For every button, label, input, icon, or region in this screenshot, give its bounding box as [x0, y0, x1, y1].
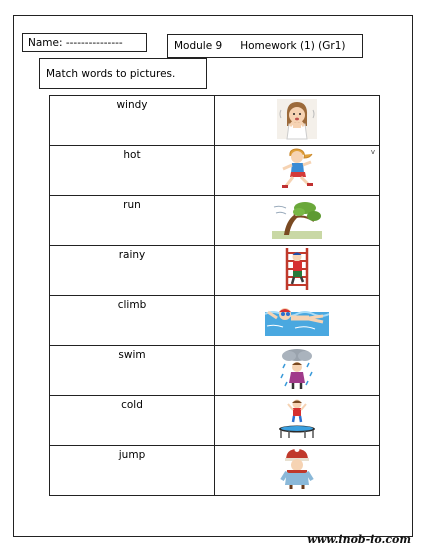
word-cold: cold: [121, 399, 143, 411]
bent-tree-wind-icon: [272, 199, 322, 243]
table-row: [50, 96, 380, 146]
word-rainy: rainy: [118, 249, 146, 261]
boy-climbing-ladder-icon: [282, 247, 312, 295]
picture-cell[interactable]: [215, 96, 380, 146]
picture-cell[interactable]: [215, 246, 380, 296]
table-row: [50, 346, 380, 396]
table-row: [50, 446, 380, 496]
boy-swimming-icon: [265, 302, 329, 340]
site-watermark: www.inob-io.com: [307, 533, 411, 546]
table-row: [50, 246, 380, 296]
word-hot: hot: [123, 149, 141, 161]
name-field[interactable]: [22, 33, 147, 52]
running-girl-icon: [277, 148, 317, 194]
word-climb: climb: [117, 299, 147, 311]
module-header: [167, 34, 363, 58]
matching-table: [49, 95, 380, 496]
word-cell: [50, 296, 215, 346]
word-cell: [50, 246, 215, 296]
worried-girl-icon: [276, 98, 318, 144]
girl-trampoline-icon: [275, 398, 319, 444]
word-cell: [50, 196, 215, 246]
picture-cell[interactable]: [215, 196, 380, 246]
instruction-text: Match words to pictures.: [46, 67, 176, 80]
word-swim: swim: [118, 349, 146, 361]
word-cell: [50, 96, 215, 146]
homework-label: Homework (1) (Gr1): [240, 40, 346, 52]
girl-rain-cloud-icon: [277, 348, 317, 394]
word-jump: jump: [118, 449, 146, 461]
word-cell: [50, 346, 215, 396]
picture-cell[interactable]: [215, 146, 380, 196]
picture-cell[interactable]: [215, 346, 380, 396]
table-row: [50, 296, 380, 346]
picture-cell[interactable]: [215, 296, 380, 346]
name-label: Name: ---------------: [28, 36, 123, 49]
picture-cell[interactable]: [215, 396, 380, 446]
picture-cell[interactable]: [215, 446, 380, 496]
table-row: [50, 196, 380, 246]
word-cell: [50, 146, 215, 196]
girl-winter-coat-icon: [278, 448, 316, 494]
word-run: run: [123, 199, 141, 211]
word-cell: [50, 396, 215, 446]
table-row: [50, 146, 380, 196]
instruction-box: [39, 58, 207, 89]
word-windy: windy: [116, 99, 148, 111]
module-label: Module 9: [174, 40, 223, 52]
table-row: [50, 396, 380, 446]
word-cell: [50, 446, 215, 496]
row-mark: v: [370, 148, 375, 156]
